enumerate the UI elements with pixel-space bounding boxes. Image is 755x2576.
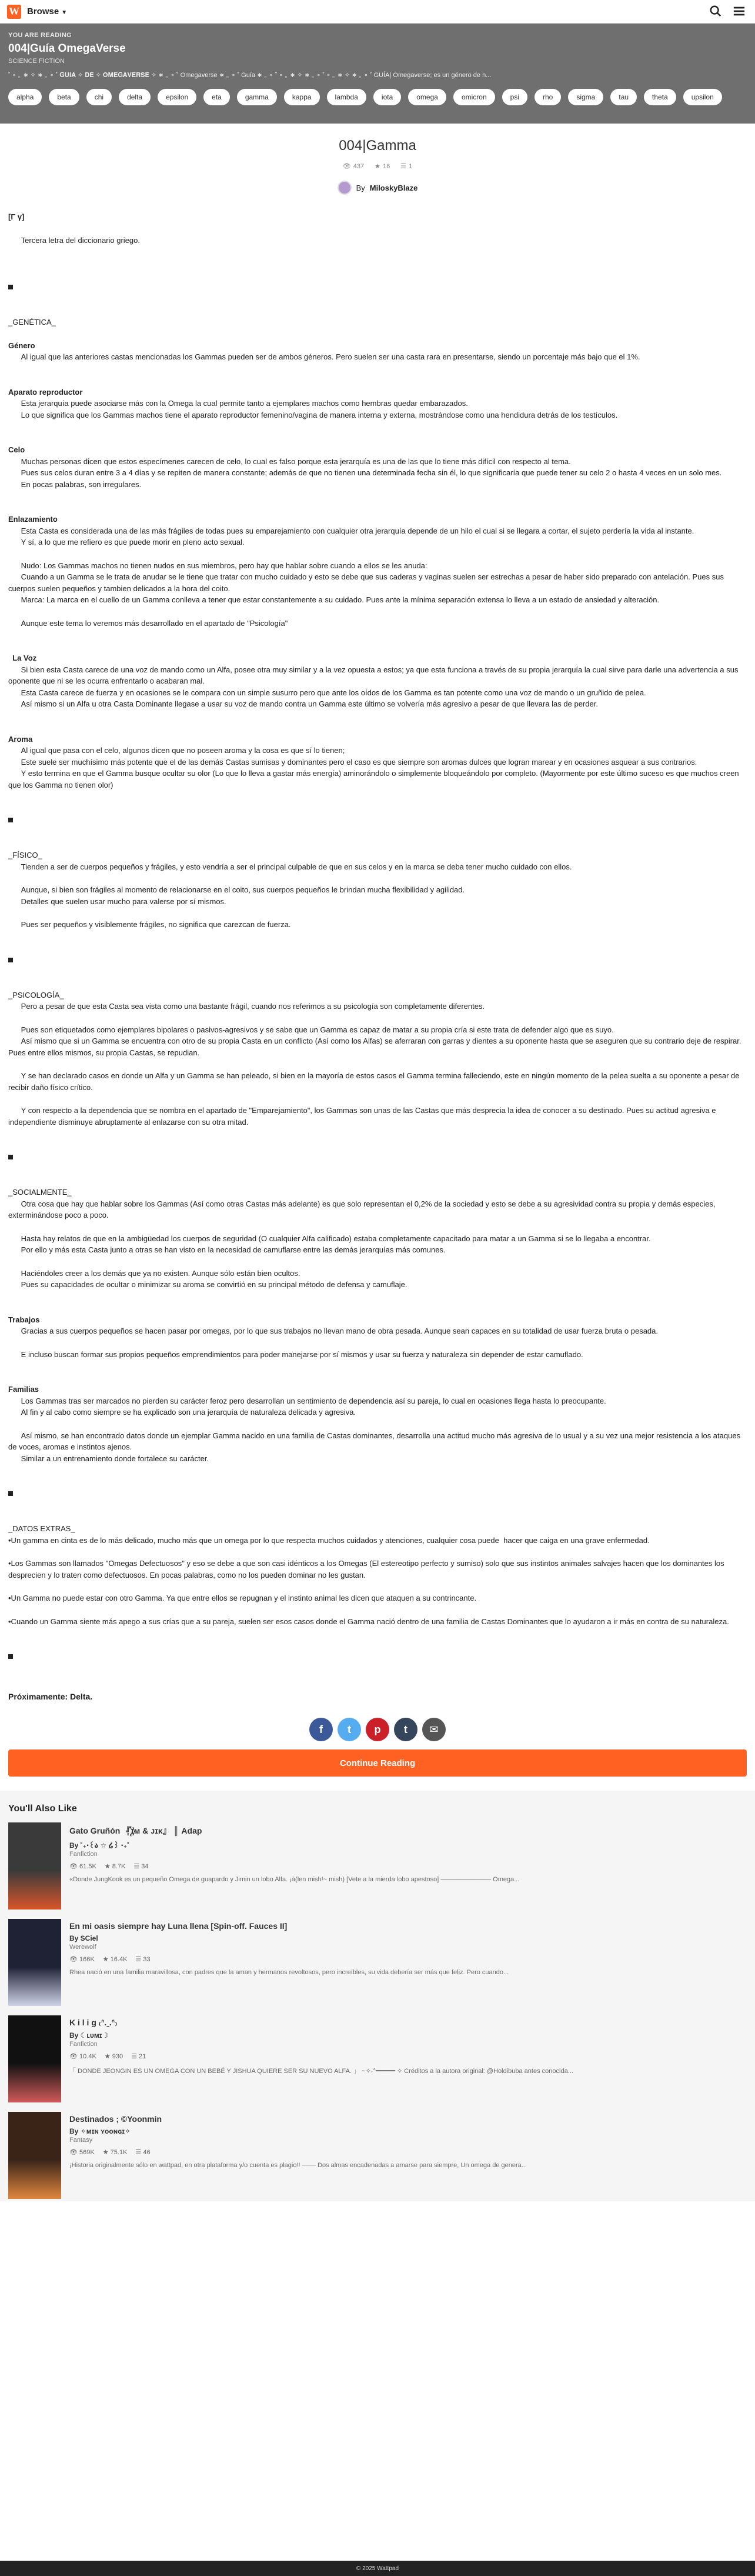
paragraph: Al igual que las anteriores castas mencionadas los Gammas pueden ser de ambos géneros. Pero suelen ser una casta rara en presentarse, siendo un porcentaje más bajo que el 1%. <box>8 352 640 361</box>
avatar[interactable] <box>338 181 352 195</box>
paragraph: Y esto termina en que el Gamma busque ocultar su olor (Lo que lo lleva a gastar más energía) aminorándolo o simplemente bloqueándolo por completo. (Mayormente por este último suceso es que muchos creen que los Gamma no tienen olor) <box>8 769 741 789</box>
section-heading: Celo <box>8 445 25 454</box>
recommendation-info <box>69 1822 746 1919</box>
spacer <box>8 432 747 444</box>
spacer <box>8 1546 747 1558</box>
paragraph: Tercera letra del diccionario griego. <box>8 235 140 245</box>
tag-alpha[interactable]: alpha <box>8 89 42 105</box>
spacer <box>8 363 747 375</box>
tag-omega[interactable]: omega <box>408 89 446 105</box>
spacer <box>8 1058 747 1070</box>
paragraph: Marca: La marca en el cuello de un Gamma conlleva a tener que estar constantemente a su cuidado. Pues ante la mínima separación extensa lo lleva a un estado de ansiedad y alteración. <box>8 595 660 604</box>
paragraph: _DATOS EXTRAS_ <box>8 1524 75 1533</box>
paragraph: Al igual que pasa con el celo, algunos dicen que no poseen aroma y la cosa es que sí lo tienen; <box>8 746 345 755</box>
recommendation-stats <box>69 1955 746 1963</box>
paragraph: Haciéndoles creer a los demás que ya no existen. Aunque sólo están bien ocultos. <box>8 1268 300 1278</box>
email-icon[interactable]: ✉ <box>422 1718 446 1741</box>
paragraph: Similar a un entrenamiento donde fortalece su carácter. <box>8 1454 209 1463</box>
spacer <box>8 791 747 802</box>
section-heading: [Γ γ] <box>8 212 25 221</box>
paragraph: Muchas personas dicen que estos especímenes carecen de celo, lo cual es falso porque esta jerarquía es una de las que lo tiene más difícil con respecto al tema. <box>8 456 571 466</box>
section-divider-square <box>8 958 13 962</box>
story-description: ˚ ∘ ｡ ∗ ✧ ∗ ｡ ∘ ˚ 𝐆𝐔𝐈𝐀 ✧ 𝐃𝐄 ✧ 𝐎𝐌𝐄𝐆𝐀𝐕𝐄𝐑𝐒𝐄 ✧ ∗ ｡ ∘ ˚ Omegaverse ∗ ｡ ∘ ˚ Guía ∗ ｡ ∘ ˚ ∘ ｡ ∗ ✧ ∗ ｡ ∘ ˚ ∘ ｡ ∗ ✧ ∗ ｡ ∘ ˚ GUÍA| Omegaverse; es un género de n... <box>8 72 492 79</box>
tag-rho[interactable]: rho <box>534 89 561 105</box>
parts-count: 46 <box>143 2149 151 2156</box>
reads-stat: 👁 569K <box>69 2149 95 2156</box>
parts-stat: ☰ 34 <box>133 1863 149 1870</box>
tag-tau[interactable]: tau <box>610 89 637 105</box>
spacer <box>8 931 747 942</box>
reads-stat: 👁 61.5K <box>69 1863 96 1870</box>
paragraph: Y se han declarado casos en donde un Alfa y un Gamma se han peleado, si bien en la mayoría de estos casos el Gamma termina falleciendo, este en ningún momento de la pelea suelta a su oponente a pesar de recibir daño físico crítico. <box>8 1071 742 1092</box>
tag-gamma[interactable]: gamma <box>237 89 277 105</box>
recommendation-stats <box>69 2052 746 2060</box>
tumblr-icon[interactable]: t <box>394 1718 417 1741</box>
eye-icon: 👁 <box>342 163 351 170</box>
share-buttons <box>0 1718 755 1741</box>
you-are-reading-label: YOU ARE READING <box>8 32 72 39</box>
section-heading: Aparato reproductor <box>8 387 83 396</box>
paragraph: Nudo: Los Gammas machos no tienen nudos en sus miembros, pero hay que hablar sobre cuando a ellos se les anuda: <box>8 561 427 570</box>
votes-count: 16 <box>382 162 390 170</box>
paragraph: Cuando a un Gamma se le trata de anudar se le tiene que tratar con mucho cuidado y esto se debe que sus caderas y vaginas suelen ser estrechas a pesar de haber sido preparado con antelación. Pues sus cuerpos suelen pequeños y tambien delicados a la hora del coito. <box>8 572 726 593</box>
paragraph: Gracias a sus cuerpos pequeños se hacen pasar por omegas, por lo que sus trabajos no llevan mano de obra pesada. Aunque sean capaces en su totalidad de usar fuerza bruta o pesada. <box>8 1327 658 1335</box>
recommendation-item[interactable] <box>8 2112 747 2208</box>
spacer <box>8 826 747 838</box>
reads-stat: 👁 10.4K <box>69 2053 96 2060</box>
recommendation-author[interactable]: By ✧ᴍɪɴ ʏᴏᴏɴɢɪ✧ <box>69 2127 131 2135</box>
tag-upsilon[interactable]: upsilon <box>683 89 722 105</box>
spacer <box>8 1291 747 1302</box>
spacer <box>8 1163 747 1175</box>
tag-sigma[interactable]: sigma <box>568 89 603 105</box>
paragraph: _SOCIALMENTE_ <box>8 1188 72 1197</box>
paragraph: Hasta hay relatos de que en la ambigüedad los cuerpos de seguridad (O cualquier Alfa calificado) estaba completamente capacitado para matar a un Gamma si se lo llegaba a encontrar. <box>8 1234 651 1243</box>
recommendation-description: ¡Historia originalmente sólo en wattpad, en otra plataforma y/o cuenta es plagio!! ─── Dos almas encadenadas a amarse para siempre, Un omega de genera... <box>69 2162 527 2169</box>
story-title[interactable]: 004|Guía OmegaVerse <box>8 42 126 55</box>
spacer <box>8 1302 747 1314</box>
section-heading: Enlazamiento <box>8 515 58 524</box>
section-divider-square <box>8 1155 13 1159</box>
browse-label: Browse <box>27 6 59 16</box>
reads-count: 10.4K <box>79 2053 96 2060</box>
spacer <box>8 258 747 269</box>
votes-count: 8.7K <box>112 1863 126 1870</box>
parts-stat: ☰ 33 <box>135 1956 151 1963</box>
tag-beta[interactable]: beta <box>49 89 79 105</box>
book-cover[interactable] <box>8 1919 61 2006</box>
top-navigation <box>0 0 755 24</box>
spacer <box>8 1464 747 1476</box>
recommendation-category: Fantasy <box>69 2137 93 2144</box>
recommendation-item[interactable] <box>8 1822 747 1919</box>
tag-list <box>8 89 747 105</box>
paragraph: E incluso buscan formar sus propios pequeños emprendimientos para poder manejarse por sí mismos y usar su fuerza y naturaleza sin depender de estar camuflado. <box>8 1349 583 1359</box>
section-heading: Aroma <box>8 734 33 744</box>
spacer <box>8 1221 747 1233</box>
section-heading: Trabajos <box>8 1315 40 1324</box>
paragraph: Pero a pesar de que esta Casta sea vista como una bastante frágil, cuando nos referimos a su psicología son completamente diferentes. <box>8 1002 485 1011</box>
book-cover[interactable] <box>8 2015 61 2102</box>
spacer <box>8 1175 747 1187</box>
recommendation-description: 「 DONDE JEONGIN ES UN OMEGA CON UN BEBÉ Y JISHUA QUIERE SER SU NUEVO ALFA. 」 ~✧˖°━━━━━ ✧ Créditos a la autora original: @Holdibuba antes conocida... <box>69 2068 573 2075</box>
spacer <box>8 490 747 502</box>
paragraph: Los Gammas tras ser marcados no pierden su carácter feroz pero desarrollan un sentimiento de dependencia así su pareja, lo cual en ocasiones llega hasta lo preocupante. <box>8 1396 606 1405</box>
paragraph: Lo que significa que los Gammas machos tiene el aparato reproductor femenino/vagina de manera interna y externa, mostrándose como una hendidura detrás de los testículos. <box>8 410 618 419</box>
spacer <box>8 1604 747 1616</box>
spacer <box>8 802 747 814</box>
continue-reading-button[interactable]: Continue Reading <box>8 1749 747 1777</box>
pinterest-icon[interactable]: p <box>366 1718 389 1741</box>
spacer <box>8 1639 747 1651</box>
section-heading: La Voz <box>8 654 37 662</box>
votes-count: 930 <box>112 2053 123 2060</box>
recommendation-title[interactable]: K i l i g ₍ᐢ.ˬ.ᐢ₎ <box>69 2018 118 2027</box>
votes-stat: ★ 930 <box>104 2053 123 2060</box>
paragraph: Tienden a ser de cuerpos pequeños y frágiles, y esto vendría a ser el principal culpable de que en sus celos y en la marca se deba tener mucho cuidado con ellos. <box>8 862 572 871</box>
browse-menu[interactable] <box>27 6 67 16</box>
section-heading: Familias <box>8 1385 39 1394</box>
tag-psi[interactable]: psi <box>502 89 527 105</box>
spacer <box>8 246 747 258</box>
paragraph: Aunque este tema lo veremos más desarrollado en el apartado de "Psicología" <box>8 618 288 628</box>
recommendation-info <box>69 2112 746 2208</box>
votes-stat <box>375 162 390 170</box>
spacer <box>8 269 747 281</box>
paragraph: Así mismo que si un Gamma se encuentra con otro de su propia Casta en un conflicto (Así como los Alfas) se aferraran con garras y dientes a su oponente hasta que se aseguren que su contrario deje de respirar. Pues entre ellos mismos, su propia Castas, se repudian. <box>8 1037 744 1057</box>
paragraph: Esta Casta es considerada una de las más frágiles de todas pues su emparejamiento con cualquier otra jerarquía depende de un hilo el cual si se llegara a cortar, el sujeto perdería la vida al instante. <box>8 526 694 535</box>
spacer <box>8 1476 747 1488</box>
paragraph: Pues ser pequeños y visiblemente frágiles, no significa que carezcan de fuerza. <box>8 920 291 929</box>
spacer <box>8 942 747 954</box>
section-divider-square <box>8 818 13 822</box>
paragraph: Aunque, si bien son frágiles al momento de relacionarse en el coito, sus cuerpos pequeños le brindan mucha flexibilidad y agilidad. <box>8 885 465 894</box>
paragraph: _PSICOLOGÍA_ <box>8 990 64 999</box>
star-icon: ★ <box>375 163 380 170</box>
search-icon[interactable] <box>709 5 722 21</box>
paragraph: Otra cosa que hay que hablar sobre los Gammas (Así como otras Castas más adelante) es que solo representan el 0,2% de la sociedad y esto se debe a su agresividad contra su propia y demás especies, exterminándose poco a poco. <box>8 1199 718 1219</box>
tag-iota[interactable]: iota <box>373 89 401 105</box>
spacer <box>8 328 747 340</box>
story-header <box>0 24 755 124</box>
book-cover[interactable] <box>8 2112 61 2199</box>
spacer <box>8 710 747 722</box>
chapter-stats <box>0 162 755 170</box>
recommendation-info <box>69 2015 746 2112</box>
recommendation-category: Fanfiction <box>69 1851 98 1858</box>
tag-theta[interactable]: theta <box>644 89 676 105</box>
paragraph: Y sí, a lo que me refiero es que puede morir en pleno acto sexual. <box>8 538 245 546</box>
paragraph: Pues su capacidades de ocultar o minimizar su aroma se convirtió en su principal método de defensa y camuflaje. <box>8 1280 407 1289</box>
recommendation-list <box>8 1822 747 2208</box>
author-name[interactable]: MiloskyBlaze <box>369 183 418 192</box>
parts-stat: ☰ 46 <box>135 2149 151 2156</box>
recommendation-title[interactable]: Destinados ; ©Yoonmin <box>69 2114 162 2124</box>
paragraph: Pues sus celos duran entre 3 a 4 días y se repiten de manera constante; además de que no tienen una determinada fecha sin él, lo que significaría que puede tener su celo 2 o hasta 4 veces en un solo mes. <box>8 468 722 477</box>
votes-count: 16.4K <box>110 1956 128 1963</box>
tag-eta[interactable]: eta <box>203 89 230 105</box>
recommendation-stats <box>69 2148 746 2156</box>
spacer <box>8 1627 747 1639</box>
spacer <box>8 1499 747 1511</box>
chevron-down-icon: ▼ <box>61 9 68 16</box>
spacer <box>8 1128 747 1139</box>
spacer <box>8 1256 747 1268</box>
parts-stat: ☰ 21 <box>131 2053 146 2060</box>
paragraph: Y con respecto a la dependencia que se nombra en el apartado de "Emparejamiento", los Gammas son unas de las Castas que más desprecia la idea de conocer a su destinado. Pues su actitud agresiva e independiente disminuye abruptamente al enlazarse con su otra mitad. <box>8 1106 719 1127</box>
reads-count: 61.5K <box>79 1863 96 1870</box>
votes-stat: ★ 8.7K <box>104 1863 126 1870</box>
section-divider-square <box>8 1654 13 1659</box>
recommendation-stats <box>69 1862 746 1870</box>
recommendation-item[interactable] <box>8 2015 747 2112</box>
tag-epsilon[interactable]: epsilon <box>158 89 196 105</box>
spacer <box>8 1662 747 1674</box>
book-cover[interactable] <box>8 1822 61 1909</box>
spacer <box>8 375 747 386</box>
reads-stat <box>343 162 364 170</box>
spacer <box>8 907 747 919</box>
recommendation-description: «Donde JungKook es un pequeño Omega de guapardo y Jimin un lobo Alfa. ¡à(len mish!~ mish) [Vete a la mierda lobo apestoso] ─────────── Omega... <box>69 1876 520 1883</box>
spacer <box>8 421 747 432</box>
spacer <box>8 978 747 989</box>
spacer <box>8 548 747 560</box>
paragraph: Detalles que suelen usar mucho para valerse por sí mismos. <box>8 897 226 906</box>
paragraph: Este suele ser muchísimo más potente que el de las demás Castas sumisas y dominantes pero el caso es que siempre son aromas dulces que logran marear y en ocasiones asquear a sus contrarios. <box>8 757 697 767</box>
next-up-text: Próximamente: Delta. <box>8 1692 93 1701</box>
recommendation-category: Fanfiction <box>69 2041 98 2048</box>
spacer <box>8 223 747 235</box>
comments-count: 1 <box>409 162 413 170</box>
votes-stat: ★ 16.4K <box>102 1956 128 1963</box>
paragraph: Esta Casta carece de fuerza y en ocasiones se le compara con un simple susurro pero que ante los oídos de los Gamma es tan potente como una voz de mando o un gruñido de pelea. <box>8 688 646 697</box>
spacer <box>8 872 747 884</box>
spacer <box>8 722 747 734</box>
spacer <box>8 1360 747 1372</box>
section-divider-square <box>8 1491 13 1496</box>
paragraph: Así mismo si un Alfa u otra Casta Dominante llegase a usar su voz de mando contra un Gamma este último se volvería más agresivo a pesar de que llevara las de perder. <box>8 699 598 708</box>
wattpad-logo[interactable]: W <box>7 5 21 19</box>
recommendation-author[interactable]: By SCiel <box>69 1934 98 1942</box>
recommendation-author[interactable]: By ˚₊‧꒰ა ☆ ໒꒱ ‧₊˚ <box>69 1841 130 1849</box>
tag-kappa[interactable]: kappa <box>284 89 320 105</box>
comments-stat <box>400 162 412 170</box>
recommendation-description: Rhea nació en una familia maravillosa, con padres que la aman y hermanos revoltosos, pero increíbles, su vida debería ser más que feliz. Pero cuando... <box>69 1969 509 1976</box>
spacer <box>8 838 747 849</box>
paragraph: En pocas palabras, son irregulares. <box>8 479 142 489</box>
also-like-section <box>0 1791 755 2201</box>
reads-count: 437 <box>353 162 365 170</box>
paragraph: Por ello y más esta Casta junto a otras se han visto en la necesidad de camuflarse entre las demás jerarquías más comunes. <box>8 1245 446 1254</box>
author-prefix: By <box>356 183 365 192</box>
paragraph: Si bien esta Casta carece de una voz de mando como un Alfa, posee otra muy similar y a la vez opuesta a estos; ya que esta funciona a través de su propia jerarquía la cual sirve para darle una advertencia a sus oponente que ni se les ocurra enfrentarlo o acabaran mal. <box>8 665 741 685</box>
reads-count: 166K <box>79 1956 95 1963</box>
parts-count: 21 <box>138 2053 146 2060</box>
paragraph: •Los Gammas son llamados "Omegas Defectuosos" y eso se debe a que son casi idénticos a los Omegas (El estereotipo perfecto y sumiso) solo que sus instintos animales salvajes hacen que los dominantes los desprecien y lo traten como defectuosos. En pocas palabras, como no los pueden dominar no les gustan. <box>8 1559 727 1579</box>
spacer <box>8 641 747 652</box>
spacer <box>8 629 747 641</box>
section-divider-square <box>8 285 13 289</box>
recommendation-title[interactable]: Gato Gruñón 『꙰ɪᴍ & ᴊɪᴋ』 ║ Adap <box>69 1826 202 1835</box>
spacer <box>8 1372 747 1384</box>
footer: © 2025 Wattpad <box>0 2561 755 2576</box>
reads-count: 569K <box>79 2149 95 2156</box>
spacer <box>8 1674 747 1686</box>
facebook-icon[interactable]: f <box>309 1718 333 1741</box>
spacer <box>8 1093 747 1105</box>
recommendation-author[interactable]: By ☾ʟᴜᴍɪ☽ <box>69 2031 109 2040</box>
spacer <box>8 293 747 305</box>
spacer <box>8 606 747 618</box>
recommendation-item[interactable] <box>8 1919 747 2015</box>
recommendation-category: Werewolf <box>69 1944 96 1951</box>
chapter-header <box>0 124 755 195</box>
paragraph: _GENÉTICA_ <box>8 318 56 326</box>
recommendation-title[interactable]: En mi oasis siempre hay Luna llena [Spin-off. Fauces II] <box>69 1921 288 1931</box>
tag-lambda[interactable]: lambda <box>327 89 366 105</box>
paragraph: Al fin y al cabo como siempre se ha explicado son una jerarquía de naturaleza delicada y agresiva. <box>8 1408 356 1417</box>
spacer <box>8 1581 747 1592</box>
spacer <box>8 305 747 316</box>
tag-omicron[interactable]: omicron <box>453 89 495 105</box>
twitter-icon[interactable]: t <box>338 1718 361 1741</box>
paragraph: •Cuando un Gamma siente más apego a sus crías que a su pareja, suelen ser esos casos donde el Gamma nació dentro de una familia de Castas Dominantes que lo ayudaron a ir más en contra de su naturaleza. <box>8 1617 729 1626</box>
chapter-title: 004|Gamma <box>339 138 416 154</box>
reads-stat: 👁 166K <box>69 1956 95 1963</box>
story-genre: SCIENCE FICTION <box>8 58 65 65</box>
parts-count: 34 <box>141 1863 149 1870</box>
paragraph: Esta jerarquía puede asociarse más con la Omega la cual permite tanto a ejemplares machos como hembras quedar embarazados. <box>8 399 468 408</box>
parts-count: 33 <box>143 1956 151 1963</box>
spacer <box>8 1511 747 1523</box>
spacer <box>8 502 747 514</box>
paragraph: Pues son etiquetados como ejemplares bipolares o pasivos-agresivos y se sabe que un Gamma es capaz de matar a su propia cría si este trata de defender algo que es suyo. <box>8 1025 614 1034</box>
paragraph: _FÍSICO_ <box>8 851 42 859</box>
votes-count: 75.1K <box>110 2149 128 2156</box>
spacer <box>8 966 747 978</box>
paragraph: Así mismo, se han encontrado datos donde un ejemplar Gamma nacido en una familia de Castas dominantes, desarrolla una actitud mucho más agresiva de lo usual y a su vez una mejor resistencia a los ataques de voces, aromas e instintos ajenos. <box>8 1431 743 1451</box>
story-body <box>0 211 755 1686</box>
spacer <box>8 1418 747 1430</box>
spacer <box>8 1139 747 1151</box>
votes-stat: ★ 75.1K <box>102 2149 128 2156</box>
spacer <box>8 1337 747 1349</box>
hamburger-menu-icon[interactable] <box>733 5 746 21</box>
tag-delta[interactable]: delta <box>119 89 151 105</box>
tag-chi[interactable]: chi <box>86 89 112 105</box>
paragraph: •Un gamma en cinta es de lo más delicado, mucho más que un omega por lo que respecta muchos cuidados y atenciones, cualquier cosa puede hacer que caiga en una grave enfermedad. <box>8 1535 650 1545</box>
paragraph: •Un Gamma no puede estar con otro Gamma. Ya que entre ellos se repugnan y el instinto animal les dicen que ataquen a su contrincante. <box>8 1594 477 1602</box>
author-byline[interactable] <box>0 181 755 195</box>
spacer <box>8 1012 747 1024</box>
section-heading: Género <box>8 341 35 350</box>
recommendation-info <box>69 1919 746 2015</box>
comment-icon: ☰ <box>400 163 407 170</box>
also-like-heading: You'll Also Like <box>8 1804 77 1814</box>
